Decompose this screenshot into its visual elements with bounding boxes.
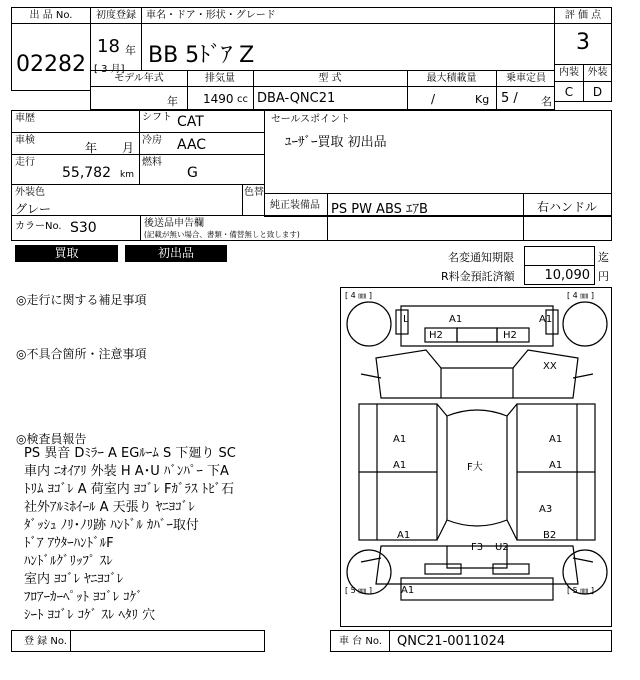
mark-h2-left: H2 [429,330,443,341]
interior-label: 内装 [559,67,579,78]
chassis-no-value: QNC21-0011024 [397,634,506,649]
fuel-value: G [187,165,198,181]
mileage-value: 55,782 [62,165,111,181]
history-label: 車歴 [15,113,35,124]
name-change-label: 名変通知期限 [448,251,514,264]
mark-top-a1b: A1 [539,314,553,325]
color-value: グレー [15,202,52,216]
model-year-label: モデル年式 [114,73,164,84]
equipment-box [264,193,612,217]
mark-left-a1b: A1 [393,460,407,471]
displacement: 1490 [203,92,234,106]
model-year-unit: 年 [167,95,178,108]
model-type: DBA-QNC21 [257,91,336,106]
registration-no-label: 登 録 No. [24,636,67,647]
car-diagram [340,287,612,627]
name-change-unit: 迄 [598,251,609,264]
inspector-line: 社外ｱﾙﾐﾎｲｰﾙ A 天張り ﾔﾆﾖｺﾞﾚ [24,500,195,515]
post-docs-box [140,215,612,241]
car-name: BB 5ﾄﾞｱ Z [148,43,255,68]
car-name-label: 車名・ドア・形状・グレード [146,10,276,21]
recycle-value: 10,090 [544,268,590,283]
mark-bottom-a1: A1 [401,585,415,596]
wheel-front-right-icon [563,302,607,346]
recycle-value-box [524,265,595,285]
inspector-line: 室内 ﾖｺﾞﾚ ﾔﾆﾖｺﾞﾚ [24,572,124,587]
first-registration-label: 初度登録 [96,10,136,21]
tire-depth-front-left: [ 4 ㎜ ] [345,291,372,300]
color-no-label: カラーNo. [15,221,62,232]
inspector-line: ﾀﾞｯｼｭ ﾉﾘ･ﾉﾘ跡 ﾊﾝﾄﾞﾙ ｶﾊﾞｰ取付 [24,518,199,533]
details-left [11,110,265,185]
inspector-line: ﾌﾛｱｰｶｰﾍﾟｯﾄ ﾖｺﾞﾚ ｺｹﾞ [24,590,143,605]
max-load-label: 最大積載量 [426,73,477,84]
inspection-label: 車検 [15,135,35,146]
wheel-front-left-icon [347,302,391,346]
sales-point-label: セールスポイント [271,114,351,125]
mark-right-a1a: A1 [549,434,563,445]
mark-rear-f3: F3 [471,542,484,553]
score-value: 3 [576,30,590,55]
mark-xx: XX [543,361,557,372]
inspector-line: ﾊﾝﾄﾞﾙｸﾞﾘｯﾌﾟ ｽﾚ [24,554,113,569]
lot-number: 02282 [16,52,86,77]
tire-depth-front-right: [ 4 ㎜ ] [567,291,594,300]
score-label: 評 価 点 [564,10,602,21]
supplement-title: ◎走行に関する補足事項 [16,293,147,307]
color-label: 外装色 [15,187,45,198]
registration-no-box [11,630,265,652]
inspector-line: 車内 ﾆｵｲｱﾘ 外装 H A･U ﾊﾞﾝﾊﾟｰ 下A [24,464,229,479]
mark-right-b2: B2 [543,530,557,541]
ac-label: 冷房 [142,135,162,146]
score-box [554,7,612,65]
mark-left-a1a: A1 [393,434,407,445]
chassis-no-box [330,630,612,652]
exterior-label: 外装 [587,67,608,78]
max-load-unit: Kg [475,93,490,106]
inspector-line: PS 異音 Dﾐﾗｰ A EGﾙｰﾑ S 下廻り SC [24,446,236,461]
recycle-label: R料金預託済額 [441,270,515,283]
inspection-year-unit: 年 [85,141,98,155]
recycle-unit: 円 [598,270,609,283]
exterior-score: D [592,85,603,99]
year-unit: 年 [125,44,136,57]
mark-top-a1a: A1 [449,314,463,325]
post-docs-label: 後送品申告欄 [144,218,204,229]
shift-label: シフト [142,112,172,123]
equipment-label: 純正装備品 [270,200,320,211]
capacity-label: 乗車定員 [506,73,546,84]
ac-value: AAC [177,137,207,153]
front-top-outline [401,306,553,346]
steering-value: 右ハンドル [537,200,598,214]
interior-score-box [554,64,584,102]
mileage-label: 走行 [15,157,35,168]
mark-left-a1c: A1 [397,530,411,541]
interior-score: C [564,85,574,99]
mark-glass-f: F大 [467,462,483,473]
fuel-label: 燃料 [142,157,162,168]
sales-point-box [264,110,612,194]
defects-title: ◎不具合箇所・注意事項 [16,347,147,361]
inspection-month-unit: 月 [122,141,135,155]
lot-number-label: 出 品 No. [29,10,73,21]
car-name-box [141,7,555,71]
buyback-badge: 買取 [15,245,118,262]
first-registration-year: 18 [97,36,120,57]
mileage-unit: km [120,170,134,180]
color-no-value: S30 [70,220,97,236]
first-registration-box [90,7,142,75]
inspector-title: ◎検査員報告 [16,432,87,446]
first-registration-month: [ 3 月] [94,64,125,75]
max-load-slash: / [431,92,436,106]
mark-rear-u2: U2 [495,542,509,553]
tire-depth-rear-left: [ 5 ㎜ ] [345,586,372,595]
displacement-unit: cc [237,94,248,105]
inspector-line: ﾄﾞｱ ｱｳﾀｰﾊﾝﾄﾞﾙF [24,536,114,551]
color-box [11,184,265,216]
first-listing-badge: 初出品 [125,245,227,262]
sales-point-value: ﾕｰｻﾞｰ買取 初出品 [285,135,387,150]
color-no-box [11,215,141,241]
color-change-label: 色替 [244,187,264,198]
chassis-no-label: 車 台 No. [339,636,382,647]
mark-right-a1b: A1 [549,460,563,471]
mark-top-l: L [403,314,409,325]
mark-right-a3: A3 [539,504,553,515]
post-docs-note: (記載が無い場合、書類・備替無しと致します) [144,230,300,239]
inspector-line: ｼｰﾄ ﾖｺﾞﾚ ｺｹﾞ ｽﾚ ﾍﾀﾘ 穴 [24,608,156,623]
type-label: 型 式 [318,73,342,84]
spec-row [90,70,555,110]
exterior-score-box [583,64,612,102]
tire-depth-rear-right: [ 5 ㎜ ] [567,586,594,595]
mark-h2-right: H2 [503,330,517,341]
inspector-line: ﾄﾘﾑ ﾖｺﾞﾚ A 荷室内 ﾖｺﾞﾚ Fｶﾞﾗｽ ﾄﾋﾞ石 [24,482,235,497]
name-change-value-box [524,246,595,266]
capacity: 5 / [501,91,518,106]
lot-number-box [11,7,91,91]
shift-value: CAT [177,114,204,130]
capacity-unit: 名 [541,95,552,108]
equipment-value: PS PW ABS ｴｱB [331,202,428,217]
displacement-label: 排気量 [205,73,235,84]
